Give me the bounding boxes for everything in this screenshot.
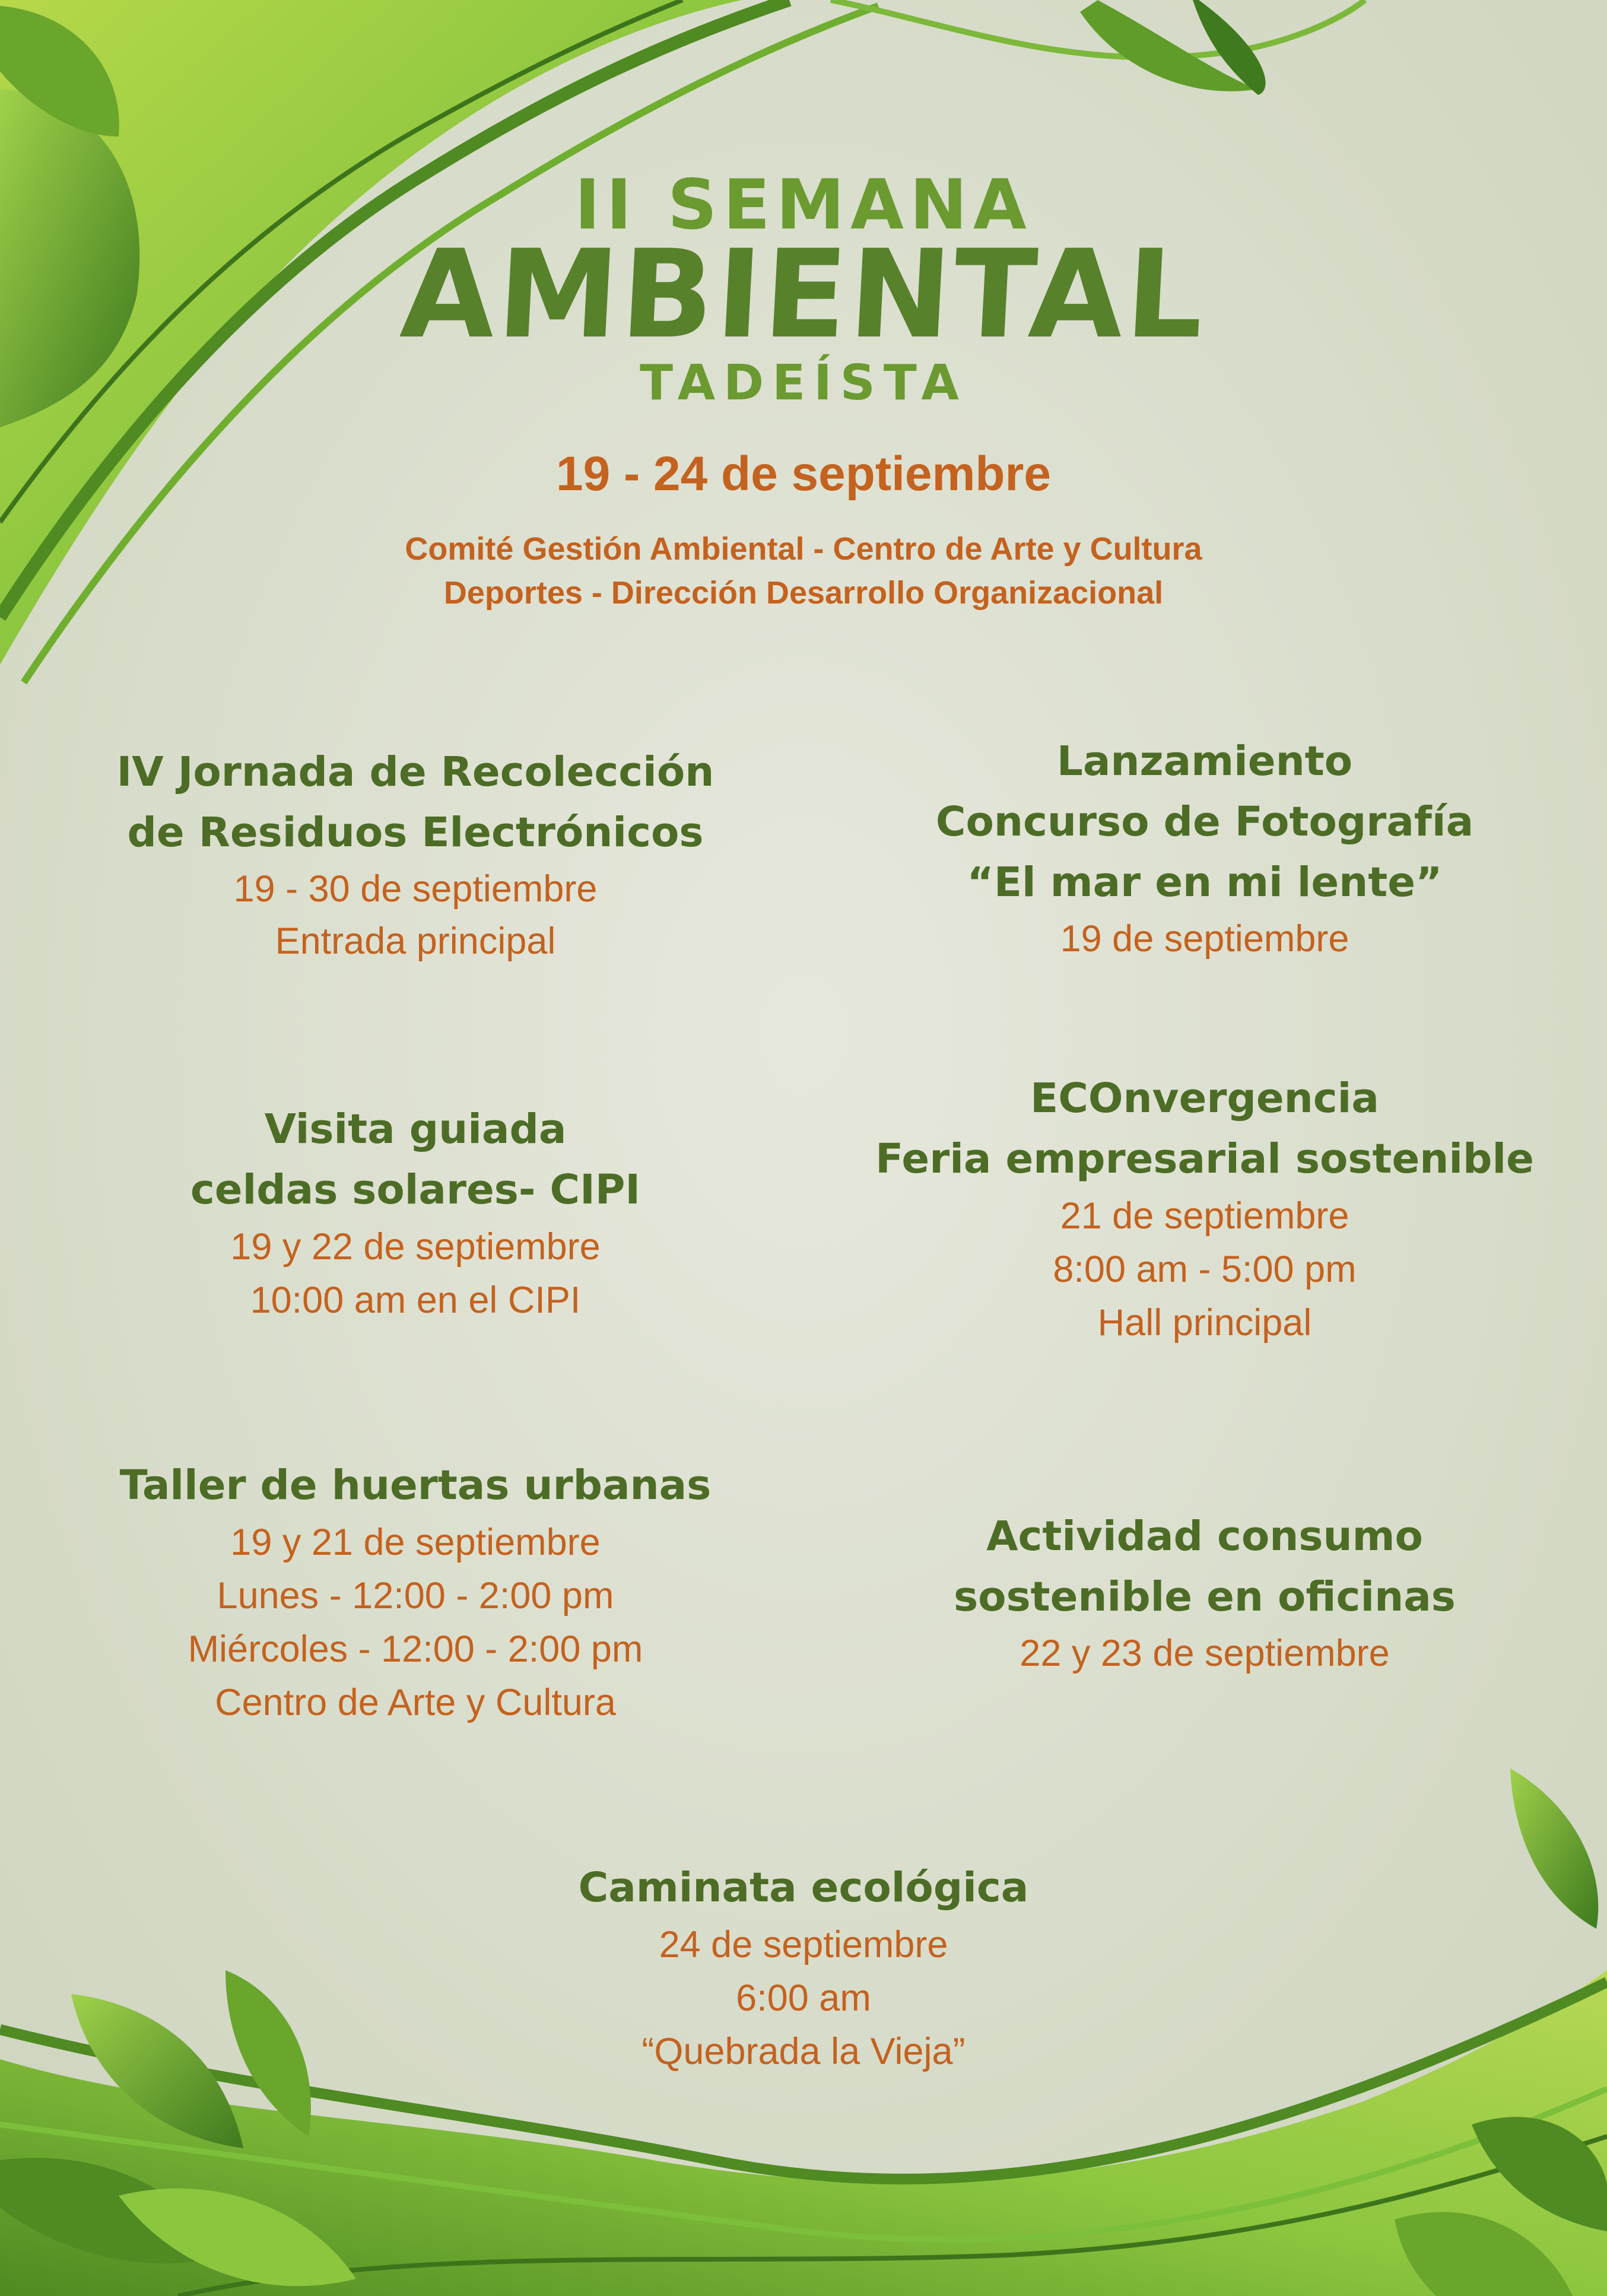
event-detail: 6:00 am [736,1977,871,2019]
event-title-line: Actividad consumo [986,1513,1423,1560]
event-title-line: Lanzamiento [1056,738,1353,785]
event-fotografia [831,731,1579,965]
event-title-line: ECOnvergencia [1030,1075,1379,1122]
event-title-line: Concurso de Fotografía [935,798,1474,846]
event-detail: 19 y 21 de septiembre [230,1522,601,1563]
event-detail: Miércoles - 12:00 - 2:00 pm [188,1628,643,1670]
event-detail: 24 de septiembre [659,1924,948,1965]
event-detail: 10:00 am en el CIPI [250,1279,581,1321]
event-recoleccion [59,742,771,967]
logo-line-tadeista: TADEÍSTA [640,355,967,411]
event-detail: 19 y 22 de septiembre [230,1226,601,1268]
event-visita [59,1099,771,1327]
organizers-line-2: Deportes - Dirección Desarrollo Organizacional [443,575,1164,611]
event-title-line: Feria empresarial sostenible [875,1135,1534,1183]
event-detail: Centro de Arte y Cultura [215,1682,616,1723]
event-title-line: de Residuos Electrónicos [127,809,704,856]
event-caminata [418,1857,1189,2078]
event-dates: 19 - 24 de septiembre [555,447,1052,501]
logo-line-semana: II SEMANA [574,165,1033,245]
event-huertas [59,1455,771,1729]
event-detail: 19 - 30 de septiembre [233,868,598,910]
event-title-line: Visita guiada [264,1106,567,1153]
event-detail: 22 y 23 de septiembre [1020,1633,1390,1674]
event-detail: 21 de septiembre [1060,1195,1349,1237]
event-detail: Entrada principal [275,920,556,962]
event-detail: Hall principal [1097,1302,1312,1344]
event-title-line: sostenible en oficinas [954,1573,1456,1621]
event-title-line: Caminata ecológica [578,1864,1029,1911]
event-detail: 19 de septiembre [1060,918,1349,960]
event-detail: Lunes - 12:00 - 2:00 pm [217,1575,614,1617]
organizers-line-1: Comité Gestión Ambiental - Centro de Arte y Cultura [405,531,1202,567]
event-econvergencia [831,1068,1579,1349]
event-detail: “Quebrada la Vieja” [641,2031,966,2072]
event-consumo [831,1506,1579,1679]
event-title-line: IV Jornada de Recolección [116,748,714,796]
event-title-line: “El mar en mi lente” [967,859,1443,906]
event-detail: 8:00 am - 5:00 pm [1053,1249,1357,1290]
logo-line-ambiental: AMBIENTAL [397,224,1210,366]
event-title-line: Taller de huertas urbanas [119,1462,712,1509]
event-title-line: celdas solares- CIPI [190,1166,641,1214]
